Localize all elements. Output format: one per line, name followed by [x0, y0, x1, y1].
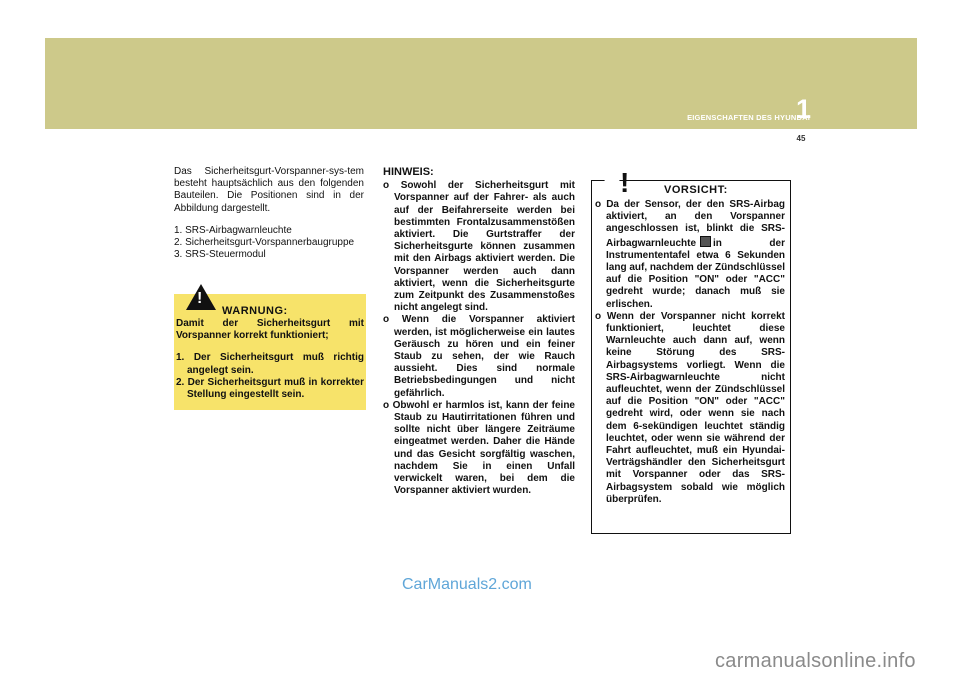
section-label: EIGENSCHAFTEN DES HYUNDAI	[687, 113, 810, 122]
warning-item: 1. Der Sicherheitsgurt muß richtig angelegt sein.	[176, 352, 364, 376]
caution-title: VORSICHT:	[664, 184, 728, 196]
warning-body	[176, 318, 364, 401]
exclamation-icon: !	[620, 167, 630, 198]
warning-triangle-icon: !	[186, 284, 216, 310]
list-item: 1. SRS-Airbagwarnleuchte	[174, 224, 292, 236]
warning-title: WARNUNG:	[222, 305, 288, 317]
note-item: o Sowohl der Sicherheitsgurt mit Vorspanner auf der Fahrer- als auch auf der Beifahrerseite werden bei bestimmten Frontalzusammenstößen aktiviert. Die Gurtstraffer der Sicherheitsgurte können zusammen mit den Airbags aktiviert werden. Die Vorspanner werden auch dann aktiviert, wenn die Sicherheitsgurte zum Zeitpunkt des Zusammenstoßes nicht angelegt sind.	[383, 180, 575, 314]
note-item: o Obwohl er harmlos ist, kann der feine Staub zu Hautirritationen führen und sollte nicht über längere Zeiträume eingeatmet werden. Daher die Hände und das Gesicht sorgfältig waschen, nachdem Sie in einen Unfall verwickelt waren, bei dem die Vorspanner aktiviert wurden.	[383, 399, 575, 497]
caution-item-text: o Da der Sensor, der den SRS-Airbag aktiviert, an den Vorspanner angeschlossen ist, blinkt die SRS-Airbagwarnleuchte	[595, 199, 785, 249]
watermark-link[interactable]: CarManuals2.com	[402, 576, 532, 593]
list-item: 3. SRS-Steuermodul	[174, 249, 266, 261]
chapter-number: 1	[796, 94, 812, 124]
watermark-link[interactable]: carmanualsonline.info	[715, 650, 916, 672]
note-item: o Wenn die Vorspanner aktiviert werden, ist möglicherweise ein lautes Geräusch zu hören und ein feiner Staub zu sehen, der wie Rauch aussieht. Dies sind normale Betriebsbedingungen und nicht gefährlich.	[383, 314, 575, 399]
warning-intro: Damit der Sicherheitsgurt mit Vorspanner korrekt funktioniert;	[176, 318, 364, 342]
page-number: 45	[796, 134, 806, 143]
warning-item: 2. Der Sicherheitsgurt muß in korrekter Stellung eingestellt sein.	[176, 376, 364, 401]
component-list	[174, 225, 364, 262]
notes-heading: HINWEIS:	[383, 166, 434, 178]
caution-item-text: in der Instrumententafel etwa 6 Sekunden lang auf, nachdem der Zündschlüssel auf die Position "ON" oder "ACC" gedreht wurde; danach muß sie erlischen.	[606, 237, 785, 310]
caution-item: o Wenn der Vorspanner nicht korrekt funktioniert, leuchtet diese Warnleuchte auch dann auf, wenn keine Störung des SRS-Airbagsystems vorliegt. Wenn die SRS-Airbagwarnleuchte nicht aufleuchtet, wenn der Zündschlüssel auf die Position "ON" oder "ACC" gedreht wird, oder wenn sie nach dem 6-sekündigen leuchtet ständig leuchtet, oder wenn sie während der Fahrt aufleuchtet, muß ein Hyundai-Verträgshändler den Sicherheitsgurt mit Vorspanner oder das SRS-Airbagsystem sobald wie möglich überprüfen.	[595, 310, 785, 505]
caution-body	[595, 199, 785, 506]
list-item: 2. Sicherheitsgurt-Vorspannerbaugruppe	[174, 237, 355, 249]
notes-column	[383, 166, 575, 497]
intro-paragraph: Das Sicherheitsgurt-Vorspanner-sys-tem besteht hauptsächlich aus den folgenden Bauteilen. Die Positionen sind in der Abbildung dargestellt.	[174, 166, 364, 214]
caution-item	[595, 199, 785, 311]
left-column	[174, 166, 364, 261]
airbag-warning-icon	[700, 236, 711, 247]
